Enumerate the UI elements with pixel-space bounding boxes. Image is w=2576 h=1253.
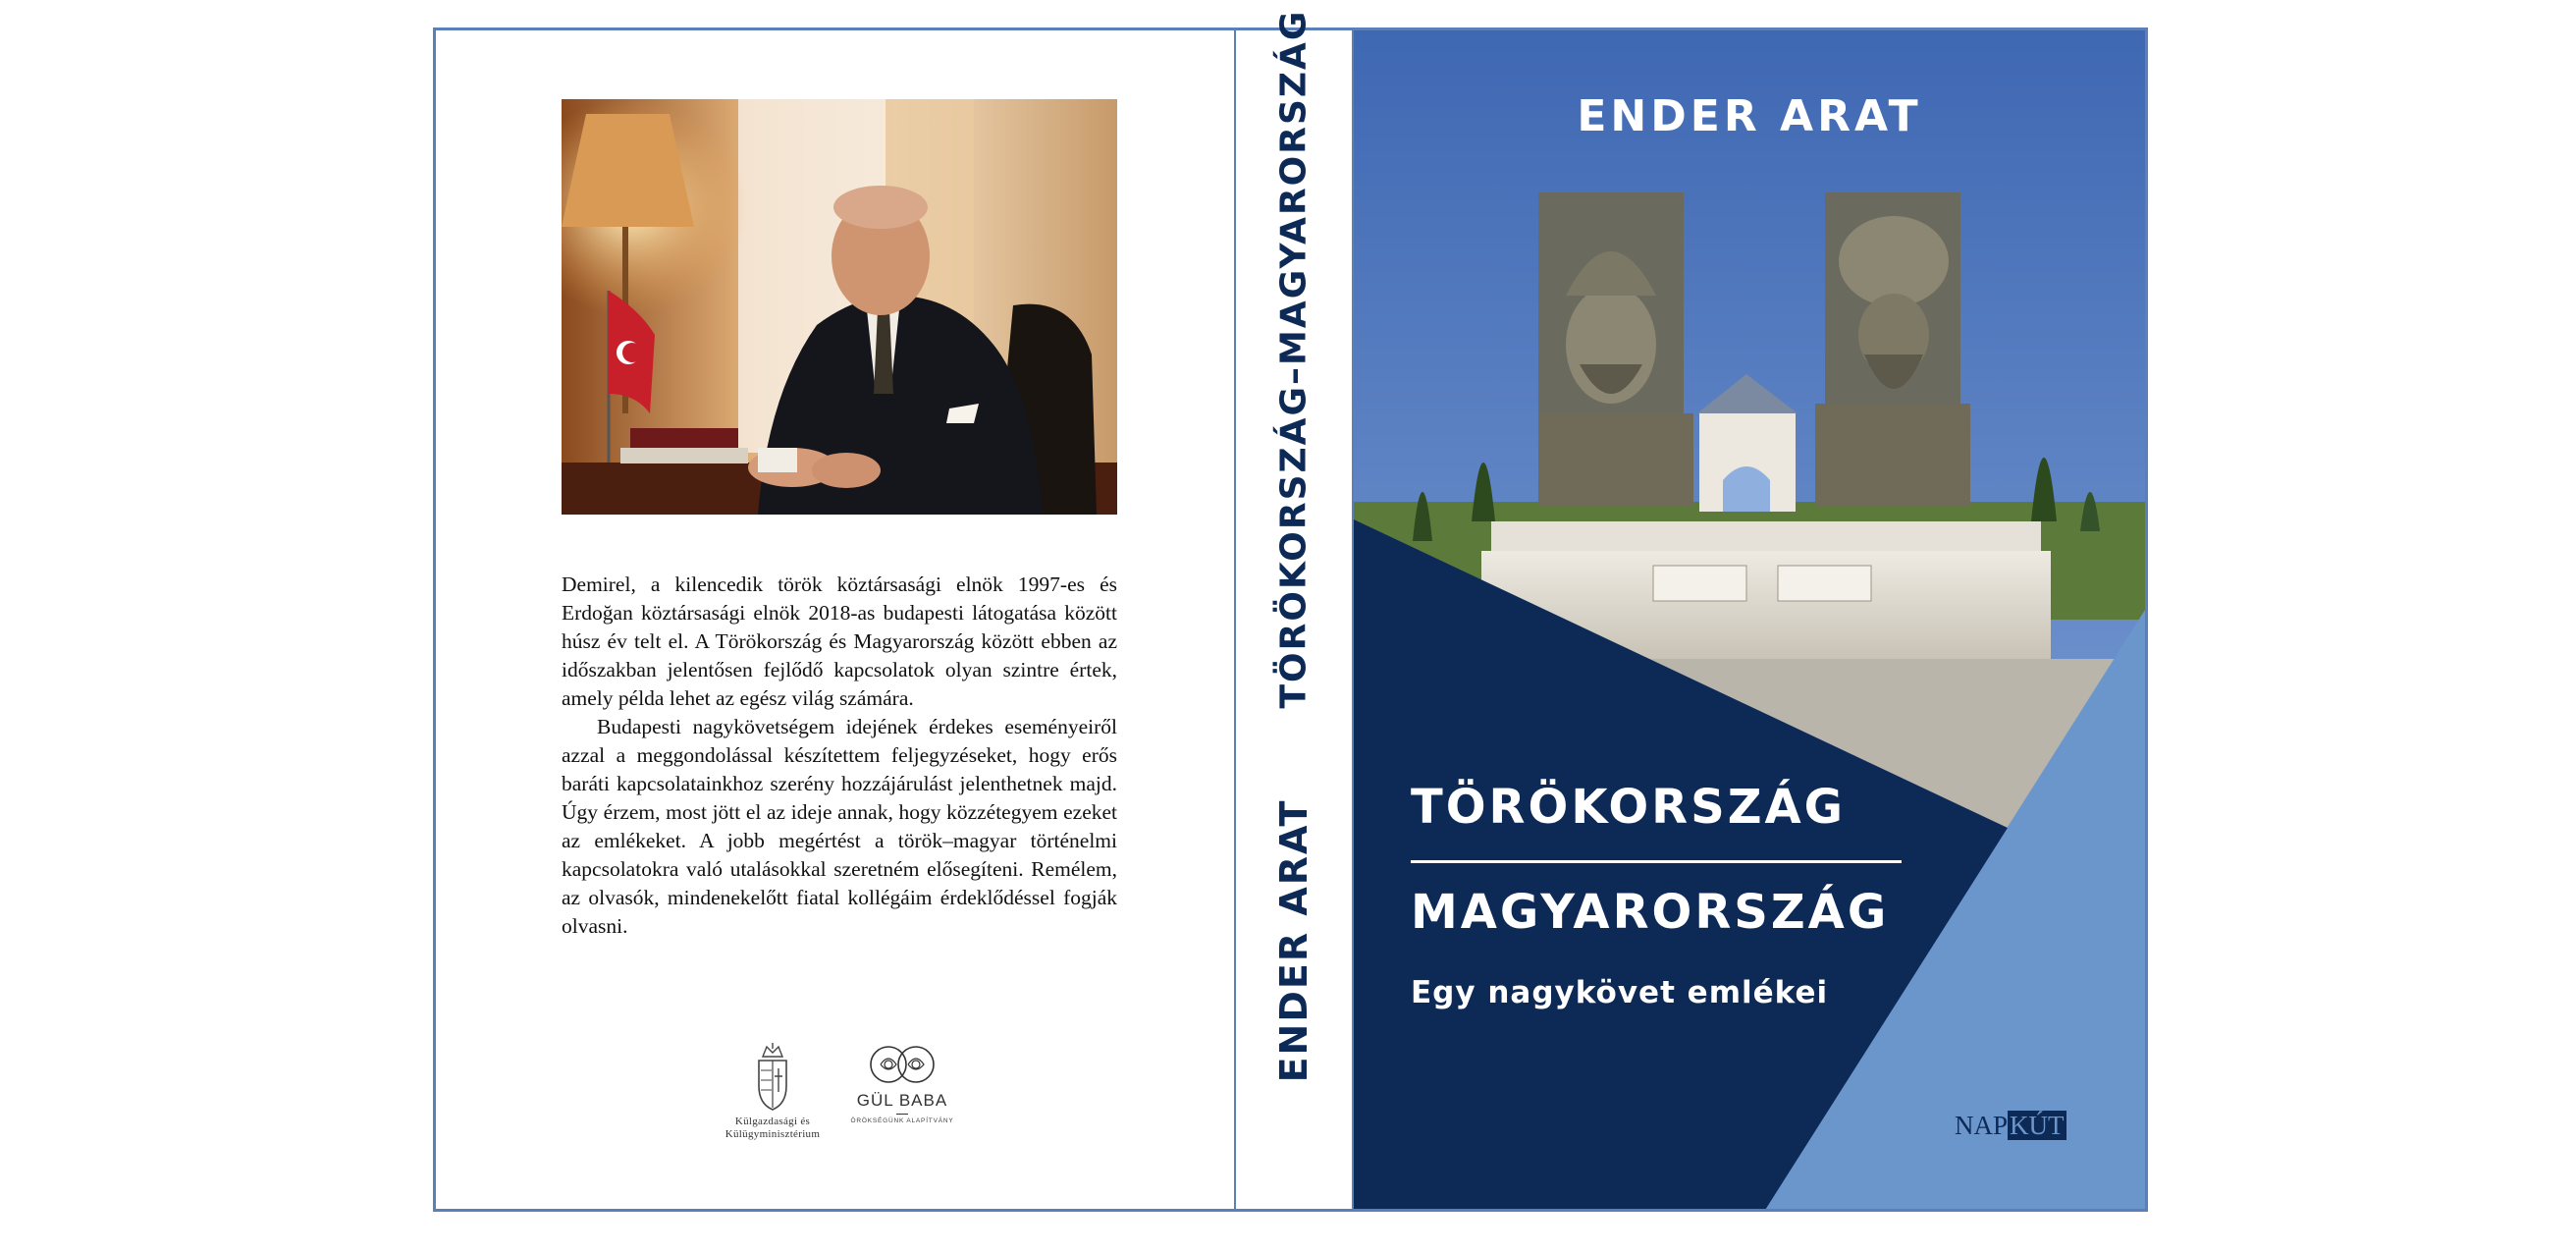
back-cover-blurb <box>562 571 1117 941</box>
author-portrait-photo <box>562 99 1117 515</box>
front-subtitle: Egy nagykövet emlékei <box>1411 975 1829 1010</box>
ministry-logo <box>699 1043 846 1141</box>
publisher-logo-b: KÚT <box>2010 1111 2065 1140</box>
publisher-logo-a: NAP <box>1955 1111 2009 1140</box>
ministry-logo-line1: Külgazdasági és <box>734 1116 811 1127</box>
gul-baba-divider <box>896 1114 908 1115</box>
front-cover-photo <box>1354 30 2145 1209</box>
gul-baba-name: GÜL BABA <box>856 1091 948 1110</box>
blurb-paragraph-1: Demirel, a kilencedik török köztársasági elnök 1997-es és Erdoğan köztársasági elnök 2018-as budapesti látogatása között húsz év telt el. A Törökország és Magyarország között ebben az időszakban jelentősen fejlődő kapcsolatok olyan szintre értek, amely példa lehet az egész világ számára. <box>562 572 1117 710</box>
title-divider <box>1411 860 1902 863</box>
front-title-line2: MAGYARORSZÁG <box>1411 885 1890 940</box>
book-cover-spread <box>433 9 2148 1212</box>
gul-baba-subtitle: ÖRÖKSÉGÜNK ALAPÍTVÁNY <box>850 1117 954 1124</box>
front-title-line1: TÖRÖKORSZÁG <box>1411 780 1847 835</box>
gul-baba-rose-icon <box>861 1043 943 1086</box>
spine-title: TÖRÖKORSZÁG–MAGYARORSZÁG <box>1273 9 1315 709</box>
front-author: ENDER ARAT <box>1577 91 1922 141</box>
hungarian-coat-of-arms-icon <box>755 1043 790 1112</box>
gul-baba-logo <box>848 1043 956 1124</box>
spine-author: ENDER ARAT <box>1272 798 1315 1083</box>
back-cover <box>436 30 1236 1209</box>
book-spine <box>1236 9 1354 1209</box>
publisher-logo <box>1955 1111 2066 1141</box>
ministry-logo-line2: Külügyminisztérium <box>724 1128 821 1140</box>
blurb-paragraph-2: Budapesti nagykövetségem idejének érdekes eseményeiről azzal a meggondolással készítettem feljegyzéseket, hogy erős baráti kapcsolatainkhoz szerény hozzájárulást jelenthetnek majd. Úgy érzem, most jött el az ideje annak, hogy közzétegyem ezeket az emlékeket. A jobb megértést a török–magyar történelmi kapcsolatokra való utalásokkal szeretném elősegíteni. Remélem, az olvasók, mindenekelőtt fiatal kollégáim érdeklődéssel fogják olvasni. <box>562 715 1117 938</box>
front-cover <box>1354 30 2145 1209</box>
